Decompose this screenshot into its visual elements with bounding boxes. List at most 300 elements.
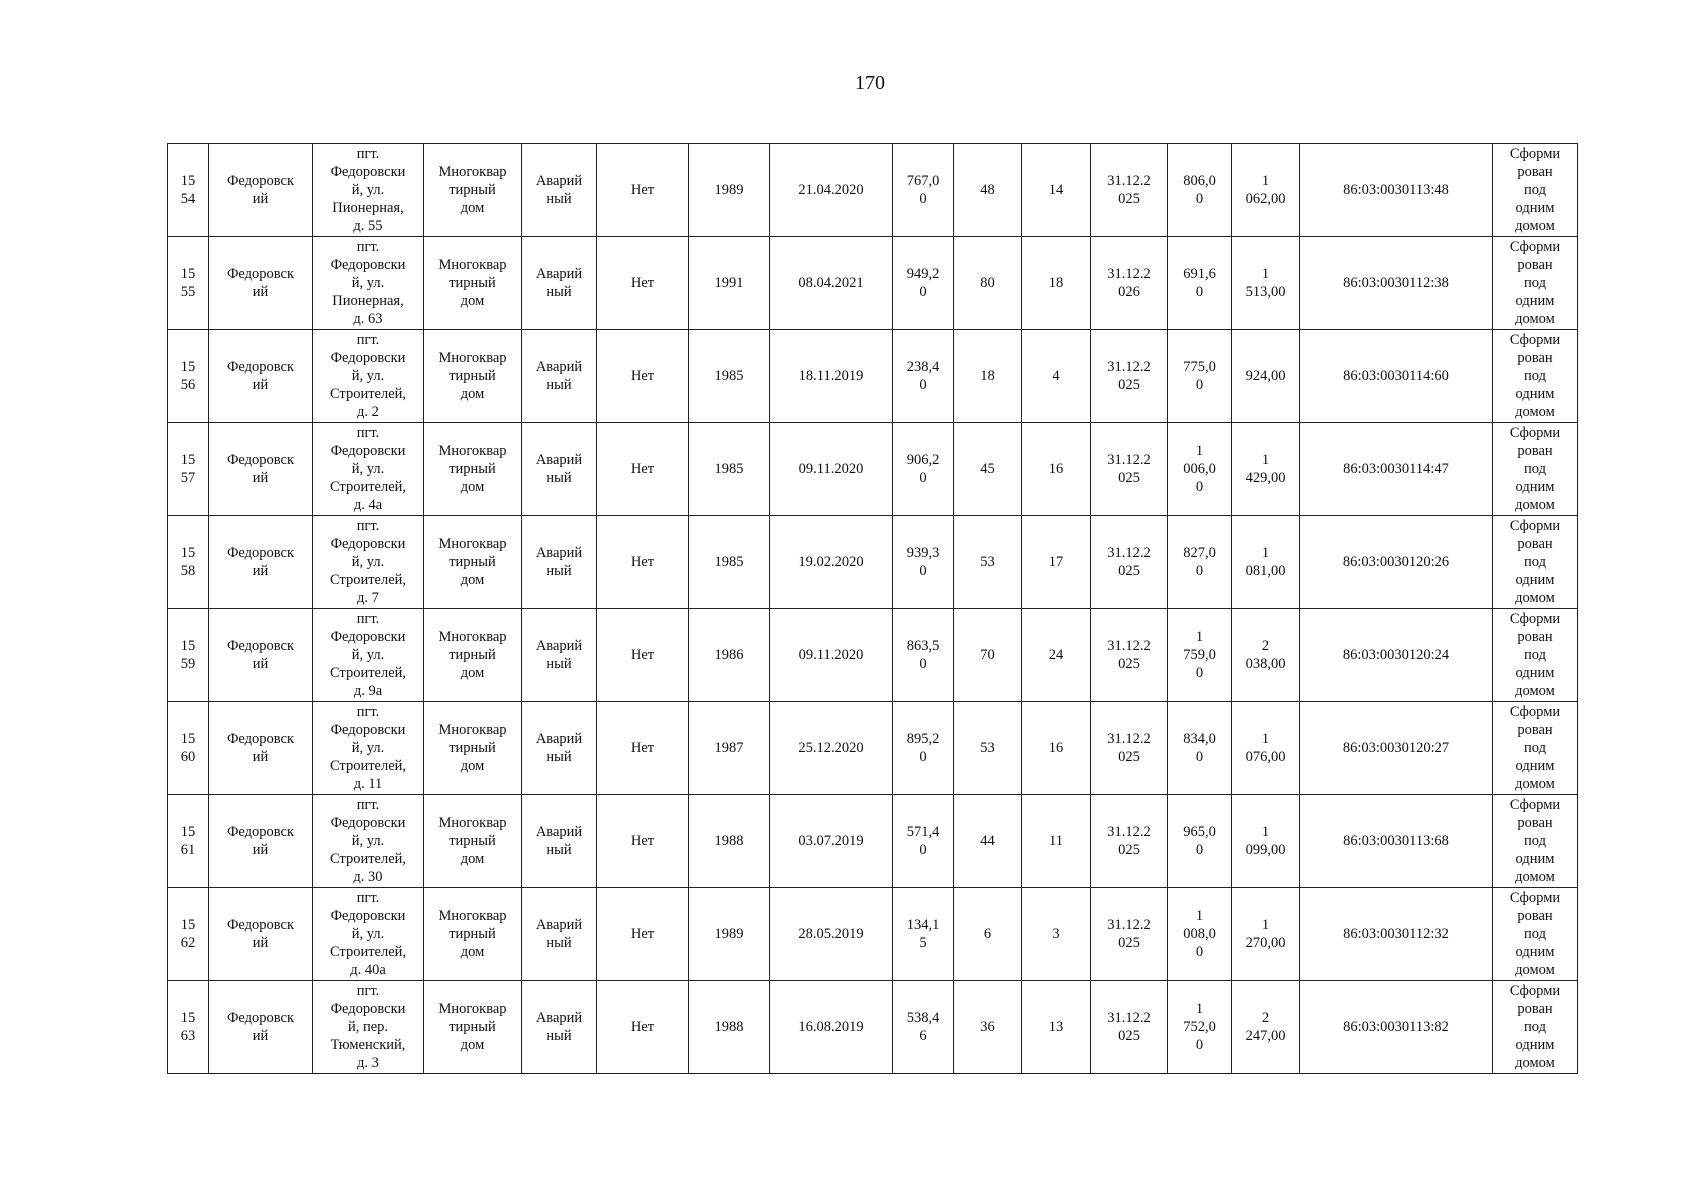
land-area-cell-line: 834,0 [1183, 731, 1216, 747]
note-cell [1493, 888, 1578, 981]
status-cell-line: ный [546, 842, 572, 858]
area-cell-line: 0 [919, 842, 927, 858]
land-area-cell-line: 0 [1195, 479, 1204, 495]
building-type-cell [424, 516, 522, 609]
rooms-cell [1022, 330, 1091, 423]
cadastral-number-cell-text: 86:03:0030112:38 [1343, 275, 1449, 291]
total-cell-line: 1 [1261, 452, 1270, 468]
table-row [168, 330, 1578, 423]
cadastral-number-cell [1300, 609, 1493, 702]
area-cell-line: 571,4 [906, 824, 940, 840]
residents-cell-text: 53 [980, 554, 995, 570]
building-type-cell-line: тирный [449, 275, 496, 291]
address-cell-line: Федоровски [330, 1001, 406, 1017]
row-number-line: 62 [180, 935, 196, 951]
total-cell-line: 2 [1261, 1010, 1270, 1026]
residents-cell [954, 609, 1022, 702]
status-cell [522, 795, 597, 888]
year-cell [689, 981, 770, 1074]
land-area-cell-line: 006,0 [1183, 461, 1216, 477]
district-cell [209, 888, 313, 981]
flag-cell [597, 795, 689, 888]
total-cell-line: 270,00 [1245, 935, 1286, 951]
building-type-cell-line: дом [460, 386, 485, 402]
land-area-cell-line: 759,0 [1183, 647, 1216, 663]
table-row [168, 237, 1578, 330]
residents-cell [954, 888, 1022, 981]
residents-cell-text: 48 [980, 182, 995, 198]
address-cell-line: Федоровски [330, 815, 406, 831]
cadastral-number-cell-text: 86:03:0030120:26 [1342, 554, 1450, 570]
area-cell [893, 237, 954, 330]
address-cell-line: д. 9а [353, 683, 383, 699]
note-cell [1493, 609, 1578, 702]
row-number [168, 795, 209, 888]
address-cell-line: Федоровски [330, 908, 406, 924]
status-cell-line: ный [546, 656, 572, 672]
flag-cell [597, 516, 689, 609]
date-cell [770, 330, 893, 423]
address-cell-line: й, ул. [351, 368, 385, 384]
note-cell-line: рован [1517, 164, 1553, 180]
status-cell [522, 702, 597, 795]
rooms-cell-text: 11 [1049, 833, 1063, 849]
building-type-cell-line: дом [460, 665, 485, 681]
district-cell-line: ий [252, 563, 269, 579]
district-cell-line: ий [252, 1028, 269, 1044]
residents-cell [954, 981, 1022, 1074]
area-cell [893, 330, 954, 423]
table-row [168, 144, 1578, 237]
district-cell-line: Федоровск [226, 824, 295, 840]
building-type-cell [424, 702, 522, 795]
row-number [168, 888, 209, 981]
deadline-cell [1091, 795, 1168, 888]
district-cell [209, 237, 313, 330]
note-cell-line: одним [1515, 944, 1555, 960]
note-cell-line: рован [1517, 815, 1553, 831]
district-cell-line: ий [252, 656, 269, 672]
cadastral-number-cell [1300, 888, 1493, 981]
status-cell-line: Аварий [535, 731, 583, 747]
row-number-line: 15 [180, 1010, 196, 1026]
district-cell-line: ий [252, 842, 269, 858]
land-area-cell-line: 008,0 [1183, 926, 1216, 942]
row-number-line: 58 [180, 563, 196, 579]
total-cell [1232, 702, 1300, 795]
land-area-cell-line: 1 [1195, 629, 1204, 645]
rooms-cell [1022, 888, 1091, 981]
district-cell-line: Федоровск [226, 1010, 295, 1026]
total-cell [1232, 609, 1300, 702]
total-cell-line: 1 [1261, 917, 1270, 933]
deadline-cell [1091, 981, 1168, 1074]
note-cell-line: одним [1515, 665, 1555, 681]
row-number [168, 330, 209, 423]
address-cell [313, 237, 424, 330]
note-cell-line: рован [1517, 443, 1553, 459]
status-cell-line: Аварий [535, 917, 583, 933]
note-cell-line: одним [1515, 386, 1555, 402]
area-cell-line: 0 [919, 656, 927, 672]
note-cell-line: под [1524, 647, 1546, 663]
row-number-line: 59 [180, 656, 196, 672]
status-cell [522, 237, 597, 330]
area-cell [893, 423, 954, 516]
flag-cell-text: Нет [630, 461, 655, 477]
row-number-line: 15 [180, 545, 196, 561]
deadline-cell-line: 025 [1118, 935, 1140, 951]
address-cell-line: Федоровски [330, 350, 406, 366]
address-cell-line: пгт. [356, 425, 380, 441]
total-cell [1232, 330, 1300, 423]
residents-cell-text: 18 [980, 368, 995, 384]
deadline-cell-line: 025 [1118, 656, 1140, 672]
cadastral-number-cell [1300, 144, 1493, 237]
building-type-cell-line: тирный [449, 461, 496, 477]
note-cell-line: домом [1515, 497, 1555, 513]
deadline-cell [1091, 702, 1168, 795]
area-cell-line: 0 [919, 284, 927, 300]
rooms-cell [1022, 609, 1091, 702]
status-cell [522, 609, 597, 702]
area-cell-line: 0 [919, 191, 927, 207]
address-cell [313, 330, 424, 423]
building-type-cell-line: Многоквар [438, 1001, 507, 1017]
address-cell-line: Строителей, [329, 572, 407, 588]
note-cell-line: Сформи [1509, 797, 1561, 813]
year-cell [689, 237, 770, 330]
note-cell-line: домом [1515, 590, 1555, 606]
address-cell [313, 702, 424, 795]
land-area-cell-line: 0 [1195, 749, 1204, 765]
year-cell-text: 1988 [714, 1019, 744, 1035]
status-cell-line: Аварий [535, 359, 583, 375]
area-cell-line: 6 [919, 1028, 927, 1044]
cadastral-number-cell [1300, 237, 1493, 330]
note-cell-line: рован [1517, 257, 1553, 273]
date-cell-text: 25.12.2020 [798, 740, 864, 756]
area-cell-line: 767,0 [906, 173, 940, 189]
land-area-cell-line: 0 [1195, 191, 1204, 207]
land-area-cell [1168, 330, 1232, 423]
land-area-cell-line: 0 [1195, 377, 1204, 393]
residents-cell-text: 44 [980, 833, 995, 849]
flag-cell-text: Нет [630, 740, 655, 756]
rooms-cell [1022, 423, 1091, 516]
building-type-cell-line: дом [460, 479, 485, 495]
note-cell-line: одним [1515, 758, 1555, 774]
land-area-cell [1168, 237, 1232, 330]
flag-cell [597, 609, 689, 702]
row-number [168, 702, 209, 795]
building-type-cell-line: тирный [449, 833, 496, 849]
note-cell-line: Сформи [1509, 425, 1561, 441]
building-type-cell-line: дом [460, 572, 485, 588]
address-cell-line: д. 2 [357, 404, 379, 420]
cadastral-number-cell-text: 86:03:0030114:60 [1343, 368, 1449, 384]
note-cell-line: одним [1515, 479, 1555, 495]
land-area-cell [1168, 144, 1232, 237]
area-cell-line: 134,1 [906, 917, 940, 933]
deadline-cell-line: 31.12.2 [1107, 824, 1151, 840]
date-cell-text: 03.07.2019 [798, 833, 864, 849]
cadastral-number-cell-text: 86:03:0030114:47 [1343, 461, 1449, 477]
row-number [168, 144, 209, 237]
rooms-cell-text: 14 [1048, 182, 1064, 198]
residents-cell [954, 702, 1022, 795]
address-cell-line: пгт. [356, 239, 380, 255]
rooms-cell-text: 24 [1048, 647, 1064, 663]
note-cell-line: Сформи [1509, 704, 1561, 720]
total-cell-line: 924,00 [1245, 368, 1286, 384]
district-cell-line: Федоровск [226, 359, 295, 375]
address-cell-line: д. 63 [353, 311, 383, 327]
status-cell-line: ный [546, 377, 572, 393]
table-body [168, 144, 1578, 1074]
year-cell [689, 423, 770, 516]
flag-cell-text: Нет [630, 1019, 655, 1035]
address-cell-line: Федоровски [330, 536, 406, 552]
district-cell-line: ий [252, 284, 269, 300]
area-cell [893, 609, 954, 702]
land-area-cell-line: 1 [1195, 443, 1204, 459]
flag-cell [597, 888, 689, 981]
status-cell-line: ный [546, 284, 572, 300]
building-type-cell-line: Многоквар [438, 350, 507, 366]
land-area-cell [1168, 888, 1232, 981]
total-cell [1232, 144, 1300, 237]
total-cell-line: 1 [1261, 731, 1270, 747]
district-cell-line: Федоровск [226, 638, 295, 654]
status-cell [522, 144, 597, 237]
row-number-line: 57 [180, 470, 196, 486]
district-cell-line: Федоровск [226, 731, 295, 747]
address-cell-line: Тюменский, [330, 1037, 406, 1053]
address-cell-line: й, ул. [351, 926, 385, 942]
status-cell-line: Аварий [535, 824, 583, 840]
total-cell-line: 2 [1261, 638, 1270, 654]
total-cell-line: 1 [1261, 173, 1270, 189]
note-cell-line: домом [1515, 218, 1555, 234]
total-cell-line: 1 [1261, 824, 1270, 840]
land-area-cell [1168, 609, 1232, 702]
address-cell [313, 516, 424, 609]
building-type-cell-line: дом [460, 944, 485, 960]
total-cell-line: 513,00 [1245, 284, 1286, 300]
address-cell-line: Федоровски [330, 629, 406, 645]
year-cell [689, 609, 770, 702]
table-row [168, 981, 1578, 1074]
residents-cell [954, 144, 1022, 237]
deadline-cell [1091, 888, 1168, 981]
deadline-cell-line: 31.12.2 [1107, 452, 1151, 468]
note-cell-line: одним [1515, 572, 1555, 588]
district-cell-line: Федоровск [226, 266, 295, 282]
row-number-line: 15 [180, 359, 196, 375]
area-cell [893, 144, 954, 237]
row-number-line: 15 [180, 638, 196, 654]
date-cell [770, 702, 893, 795]
flag-cell [597, 330, 689, 423]
land-area-cell-line: 0 [1195, 665, 1204, 681]
address-cell-line: й, ул. [351, 554, 385, 570]
deadline-cell [1091, 516, 1168, 609]
area-cell-line: 895,2 [906, 731, 940, 747]
district-cell-line: Федоровск [226, 173, 295, 189]
area-cell-line: 906,2 [906, 452, 940, 468]
table-row [168, 516, 1578, 609]
cadastral-number-cell-text: 86:03:0030112:32 [1343, 926, 1449, 942]
rooms-cell-text: 17 [1048, 554, 1064, 570]
land-area-cell-line: 775,0 [1183, 359, 1216, 375]
rooms-cell [1022, 702, 1091, 795]
note-cell-line: рован [1517, 536, 1553, 552]
building-type-cell-line: дом [460, 851, 485, 867]
address-cell-line: й, ул. [351, 740, 385, 756]
note-cell-line: под [1524, 554, 1546, 570]
address-cell [313, 795, 424, 888]
deadline-cell-line: 31.12.2 [1107, 359, 1151, 375]
status-cell [522, 330, 597, 423]
total-cell-line: 099,00 [1245, 842, 1286, 858]
status-cell [522, 516, 597, 609]
cadastral-number-cell [1300, 423, 1493, 516]
building-type-cell-line: Многоквар [438, 908, 507, 924]
building-type-cell-line: Многоквар [438, 536, 507, 552]
building-type-cell [424, 888, 522, 981]
area-cell [893, 702, 954, 795]
land-area-cell-line: 0 [1195, 563, 1204, 579]
deadline-cell [1091, 609, 1168, 702]
note-cell-line: домом [1515, 683, 1555, 699]
land-area-cell-line: 827,0 [1183, 545, 1216, 561]
deadline-cell-line: 025 [1118, 1028, 1140, 1044]
district-cell [209, 702, 313, 795]
flag-cell-text: Нет [630, 833, 655, 849]
note-cell-line: Сформи [1509, 890, 1561, 906]
note-cell [1493, 144, 1578, 237]
total-cell-line: 076,00 [1245, 749, 1286, 765]
note-cell-line: Сформи [1509, 518, 1561, 534]
year-cell-text: 1985 [714, 461, 744, 477]
row-number-line: 56 [180, 377, 196, 393]
note-cell-line: домом [1515, 1055, 1555, 1071]
cadastral-number-cell [1300, 516, 1493, 609]
address-cell-line: Строителей, [329, 665, 407, 681]
address-cell-line: д. 11 [353, 776, 383, 792]
address-cell-line: д. 7 [357, 590, 379, 606]
cadastral-number-cell [1300, 330, 1493, 423]
deadline-cell [1091, 330, 1168, 423]
building-type-cell-line: Многоквар [438, 443, 507, 459]
flag-cell-text: Нет [630, 275, 655, 291]
residents-cell [954, 795, 1022, 888]
date-cell [770, 237, 893, 330]
note-cell-line: рован [1517, 908, 1553, 924]
address-cell-line: д. 40а [350, 962, 386, 978]
year-cell [689, 702, 770, 795]
building-type-cell-line: Многоквар [438, 629, 507, 645]
building-type-cell-line: Многоквар [438, 815, 507, 831]
building-type-cell [424, 981, 522, 1074]
address-cell-line: й, пер. [347, 1019, 389, 1035]
district-cell-line: ий [252, 191, 269, 207]
status-cell-line: ный [546, 1028, 572, 1044]
deadline-cell-line: 31.12.2 [1107, 731, 1151, 747]
address-cell [313, 609, 424, 702]
district-cell-line: ий [252, 377, 269, 393]
address-cell-line: Федоровски [330, 164, 406, 180]
address-cell [313, 423, 424, 516]
note-cell-line: рован [1517, 1001, 1553, 1017]
note-cell-line: рован [1517, 350, 1553, 366]
note-cell-line: под [1524, 740, 1546, 756]
note-cell-line: под [1524, 182, 1546, 198]
cadastral-number-cell-text: 86:03:0030113:68 [1343, 833, 1449, 849]
year-cell [689, 330, 770, 423]
rooms-cell-text: 3 [1052, 926, 1060, 942]
flag-cell-text: Нет [630, 182, 655, 198]
note-cell-line: рован [1517, 722, 1553, 738]
note-cell-line: домом [1515, 962, 1555, 978]
address-cell-line: Пионерная, [332, 293, 404, 309]
building-type-cell-line: тирный [449, 926, 496, 942]
address-cell-line: й, ул. [351, 275, 385, 291]
note-cell-line: домом [1515, 404, 1555, 420]
address-cell-line: Строителей, [329, 851, 407, 867]
district-cell [209, 144, 313, 237]
rooms-cell [1022, 516, 1091, 609]
cadastral-number-cell-text: 86:03:0030113:48 [1343, 182, 1449, 198]
address-cell [313, 144, 424, 237]
deadline-cell-line: 025 [1118, 470, 1140, 486]
building-type-cell-line: Многоквар [438, 722, 507, 738]
building-type-cell [424, 795, 522, 888]
building-type-cell-line: Многоквар [438, 257, 507, 273]
status-cell [522, 981, 597, 1074]
date-cell-text: 09.11.2020 [798, 461, 864, 477]
status-cell-line: Аварий [535, 1010, 583, 1026]
rooms-cell-text: 18 [1048, 275, 1064, 291]
note-cell-line: Сформи [1509, 332, 1561, 348]
rooms-cell-text: 16 [1048, 461, 1064, 477]
deadline-cell-line: 026 [1118, 284, 1140, 300]
date-cell-text: 18.11.2019 [798, 368, 864, 384]
status-cell-line: Аварий [535, 173, 583, 189]
flag-cell [597, 237, 689, 330]
land-area-cell-line: 806,0 [1183, 173, 1216, 189]
note-cell [1493, 423, 1578, 516]
deadline-cell-line: 025 [1118, 191, 1140, 207]
note-cell-line: под [1524, 368, 1546, 384]
residents-cell [954, 237, 1022, 330]
flag-cell-text: Нет [630, 368, 655, 384]
flag-cell-text: Нет [630, 554, 655, 570]
land-area-cell-line: 0 [1195, 1037, 1204, 1053]
year-cell-text: 1985 [714, 554, 744, 570]
deadline-cell [1091, 237, 1168, 330]
building-type-cell [424, 144, 522, 237]
note-cell [1493, 237, 1578, 330]
address-cell-line: Строителей, [329, 944, 407, 960]
note-cell [1493, 516, 1578, 609]
total-cell [1232, 795, 1300, 888]
status-cell-line: ный [546, 935, 572, 951]
status-cell [522, 888, 597, 981]
address-cell-line: Строителей, [329, 479, 407, 495]
year-cell [689, 144, 770, 237]
